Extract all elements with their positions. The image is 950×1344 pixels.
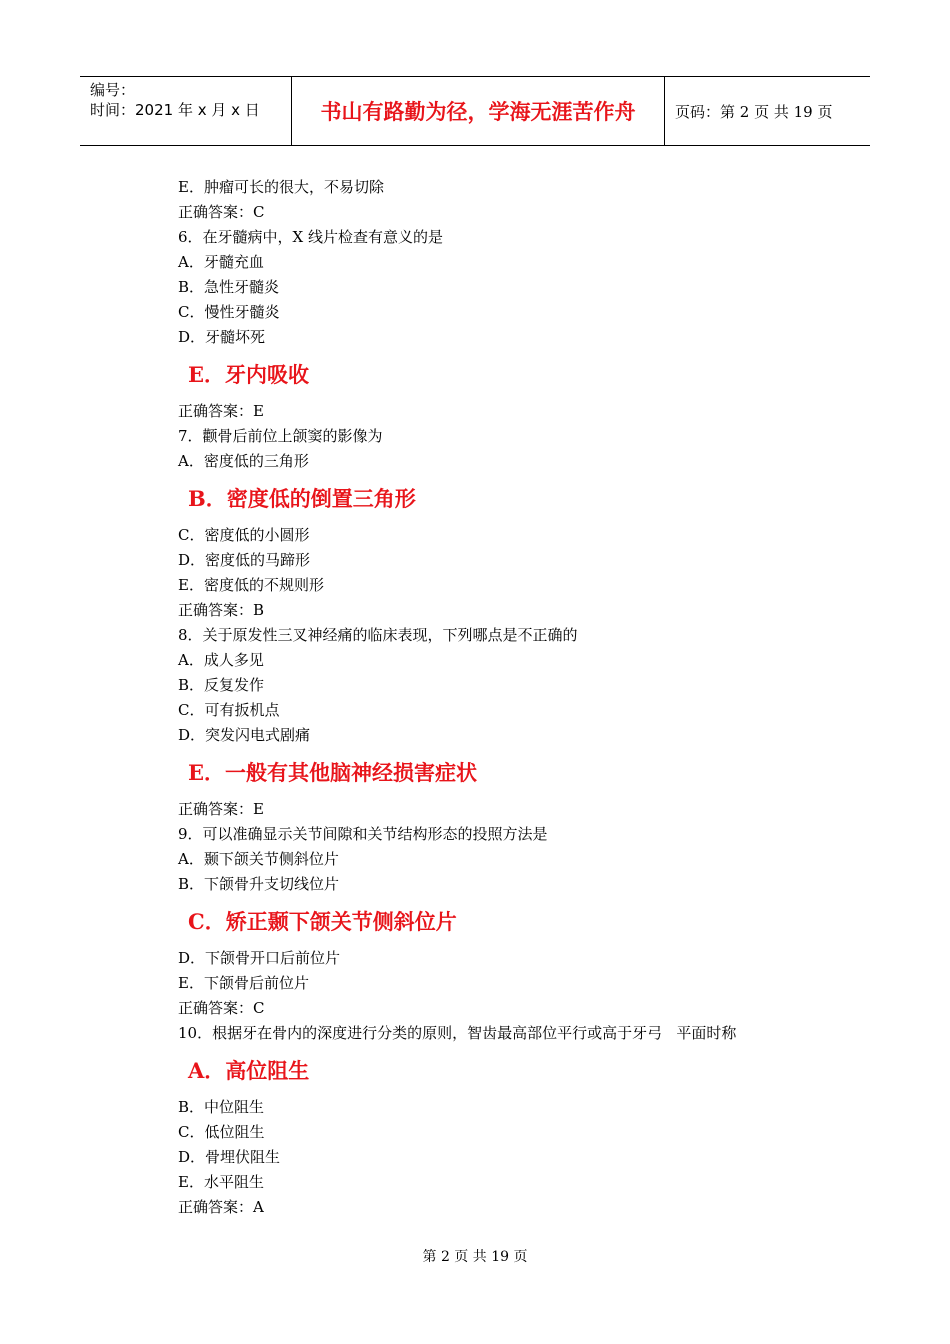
- text-line: 正确答案：C: [178, 999, 265, 1017]
- text-line: B．中位阻生: [178, 1098, 265, 1116]
- highlighted-answer-line: E．牙内吸收: [188, 362, 310, 387]
- text-line: 10．根据牙在骨内的深度进行分类的原则，智齿最高部位平行或高于牙弓 平面时称: [178, 1024, 737, 1042]
- text-line: 正确答案：E: [178, 402, 264, 420]
- text-line: E．下颌骨后前位片: [178, 974, 309, 992]
- highlighted-answer-line: E．一般有其他脑神经损害症状: [188, 760, 478, 785]
- text-line: A．颞下颌关节侧斜位片: [178, 850, 339, 868]
- text-line: B．反复发作: [178, 676, 265, 694]
- highlighted-answer-line: A．高位阻生: [188, 1058, 310, 1083]
- text-line: A．密度低的三角形: [178, 452, 309, 470]
- text-line: 6．在牙髓病中，X 线片检查有意义的是: [178, 228, 443, 246]
- header-motto: 书山有路勤为径，学海无涯苦作舟: [291, 77, 665, 145]
- text-line: C．慢性牙髓炎: [178, 303, 280, 321]
- document-body: [178, 175, 878, 1220]
- text-line: C．可有扳机点: [178, 701, 280, 719]
- text-line: A．牙髓充血: [178, 253, 264, 271]
- text-line: 7．颧骨后前位上颌窦的影像为: [178, 427, 383, 445]
- text-line: 正确答案：B: [178, 601, 265, 619]
- text-line: C．密度低的小圆形: [178, 526, 310, 544]
- text-line: B．下颌骨升支切线位片: [178, 875, 340, 893]
- document-date-label: 时间：2021 年 x 月 x 日: [90, 101, 260, 119]
- text-line: D．密度低的马蹄形: [178, 551, 311, 569]
- text-line: C．低位阻生: [178, 1123, 265, 1141]
- page-footer: 第 2 页 共 19 页: [422, 1249, 528, 1265]
- text-line: E．肿瘤可长的很大，不易切除: [178, 178, 384, 196]
- header-page-label: 页码：第 2 页 共 19 页: [675, 102, 833, 121]
- highlighted-answer-line: C．矫正颞下颌关节侧斜位片: [188, 909, 457, 934]
- text-line: E．水平阻生: [178, 1173, 264, 1191]
- text-line: 9．可以准确显示关节间隙和关节结构形态的投照方法是: [178, 825, 548, 843]
- text-line: 正确答案：C: [178, 203, 265, 221]
- page-header: [80, 76, 870, 146]
- text-line: D．突发闪电式剧痛: [178, 726, 311, 744]
- text-line: A．成人多见: [178, 651, 264, 669]
- text-line: 正确答案：E: [178, 800, 264, 818]
- text-line: B．急性牙髓炎: [178, 278, 280, 296]
- highlighted-answer-line: B．密度低的倒置三角形: [188, 486, 416, 511]
- text-line: D．下颌骨开口后前位片: [178, 949, 341, 967]
- document-number-label: 编号：: [90, 81, 136, 99]
- text-line: E．密度低的不规则形: [178, 576, 324, 594]
- text-line: 8．关于原发性三叉神经痛的临床表现，下列哪点是不正确的: [178, 626, 578, 644]
- text-line: D．牙髓坏死: [178, 328, 266, 346]
- header-meta: [80, 77, 291, 145]
- text-line: 正确答案：A: [178, 1198, 264, 1216]
- text-line: D．骨埋伏阻生: [178, 1148, 281, 1166]
